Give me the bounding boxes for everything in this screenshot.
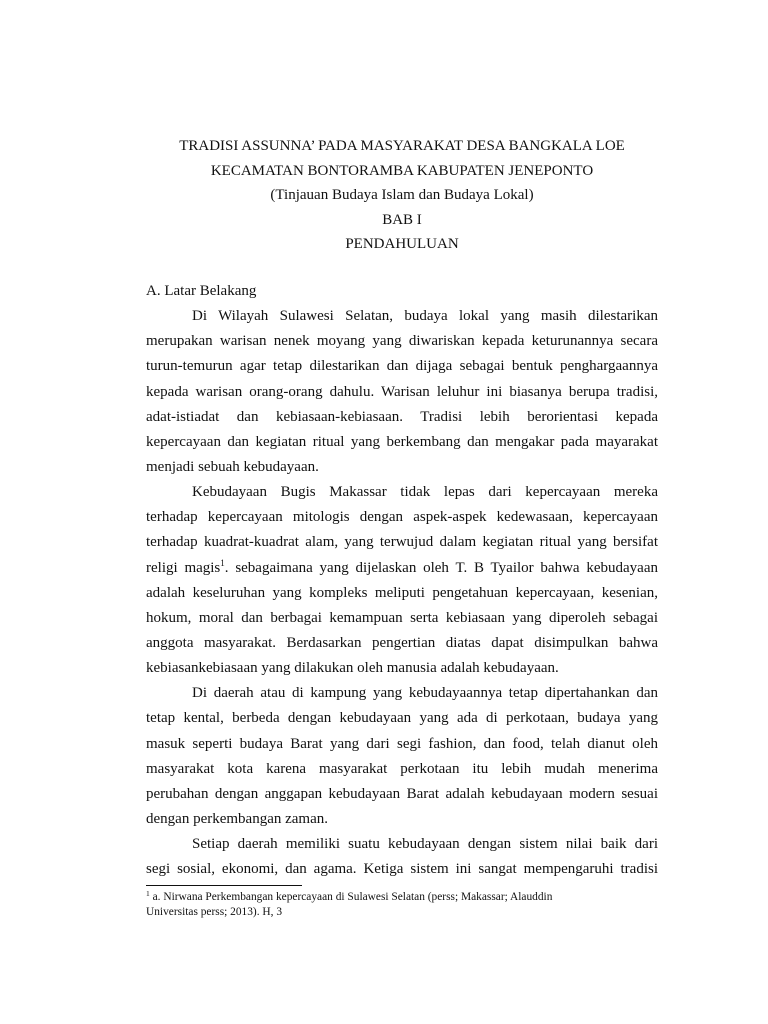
text-segment: religi magis xyxy=(146,559,221,576)
section-heading: A. Latar Belakang xyxy=(146,283,257,299)
footnote-line: Universitas perss; 2013). H, 3 xyxy=(146,906,283,918)
chapter-number: BAB I xyxy=(382,211,422,228)
paragraph-1 xyxy=(146,304,658,480)
text-line: kepada warisan orang-orang dahulu. Warisan leluhur ini biasanya berupa tradisi, xyxy=(146,383,658,400)
text-line: adat-istiadat dan kebiasaan-kebiasaan. Tradisi lebih berorientasi kepada xyxy=(146,408,658,425)
text-line: masyarakat kota karena masyarakat perkotaan itu lebih mudah menerima xyxy=(146,760,658,777)
text-line: anggota masyarakat. Berdasarkan pengertian diatas dapat disimpulkan bahwa xyxy=(146,635,658,652)
paragraph-2 xyxy=(146,480,658,681)
chapter-title: PENDAHULUAN xyxy=(345,236,459,253)
text-line: perubahan dengan anggapan kebudayaan Barat adalah kebudayaan modern sesuai xyxy=(146,785,658,802)
text-line: turun-temurun agar tetap dilestarikan dan dijaga sebagai bentuk penghargaannya xyxy=(146,358,658,375)
footnote-number: 1 xyxy=(146,889,150,898)
footnote-reference: 1 xyxy=(220,557,225,568)
paragraph-3 xyxy=(146,681,658,832)
text-line: segi sosial, ekonomi, dan agama. Ketiga sistem ini sangat mempengaruhi tradisi xyxy=(146,861,658,878)
body-text xyxy=(146,279,658,882)
title-block xyxy=(146,134,658,257)
text-line: Setiap daerah memiliki suatu kebudayaan dengan sistem nilai baik dari xyxy=(192,836,658,853)
footnote xyxy=(146,890,658,920)
title-line-2: KECAMATAN BONTORAMBA KABUPATEN JENEPONTO xyxy=(210,162,594,179)
text-line: terhadap kepercayaan mitologis dengan aspek-aspek kedewasaan, kepercayaan xyxy=(146,509,658,526)
title-line-1: TRADISI ASSUNNA’ PADA MASYARAKAT DESA BANGKALA LOE xyxy=(179,138,625,154)
text-line: tetap kental, berbeda dengan kebudayaan yang ada di perkotaan, budaya yang xyxy=(146,710,658,727)
text-line: menjadi sebuah kebudayaan. xyxy=(146,459,319,476)
text-line: adalah keseluruhan yang kompleks meliputi pengetahuan kepercayaan, kesenian, xyxy=(146,584,658,601)
footnote-separator xyxy=(146,885,302,886)
text-line-with-footnote-ref xyxy=(146,556,658,581)
footnote-line xyxy=(146,890,658,905)
text-line: Di daerah atau di kampung yang kebudayaannya tetap dipertahankan dan xyxy=(192,685,658,702)
text-segment: . sebagaimana yang dijelaskan oleh T. B Tyailor bahwa kebudayaan xyxy=(224,559,658,576)
footnote-text: a. Nirwana Perkembangan kepercayaan di Sulawesi Selatan (perss; Makassar; Alauddin xyxy=(149,891,553,903)
text-line: merupakan warisan nenek moyang yang diwariskan kepada keturunannya secara xyxy=(146,333,658,350)
text-line: dengan perkembangan zaman. xyxy=(146,811,328,827)
text-line: kepercayaan dan kegiatan ritual yang berkembang dan mengakar pada mayarakat xyxy=(146,433,658,450)
text-line: kebiasankebiasaan yang dilakukan oleh manusia adalah kebudayaan. xyxy=(146,660,559,677)
text-line: Di Wilayah Sulawesi Selatan, budaya lokal yang masih dilestarikan xyxy=(192,308,658,325)
subtitle: (Tinjauan Budaya Islam dan Budaya Lokal) xyxy=(270,187,534,204)
text-line: terhadap kuadrat-kuadrat alam, yang terwujud dalam kegiatan ritual yang bersifat xyxy=(146,534,658,551)
text-line: hokum, moral dan berbagai kemampuan serta kebiasaan yang diperoleh sebagai xyxy=(146,609,658,626)
text-line: Kebudayaan Bugis Makassar tidak lepas dari kepercayaan mereka xyxy=(192,484,658,501)
text-line: masuk seperti budaya Barat yang dari segi fashion, dan food, telah dianut oleh xyxy=(146,735,658,752)
paragraph-4 xyxy=(146,832,658,882)
